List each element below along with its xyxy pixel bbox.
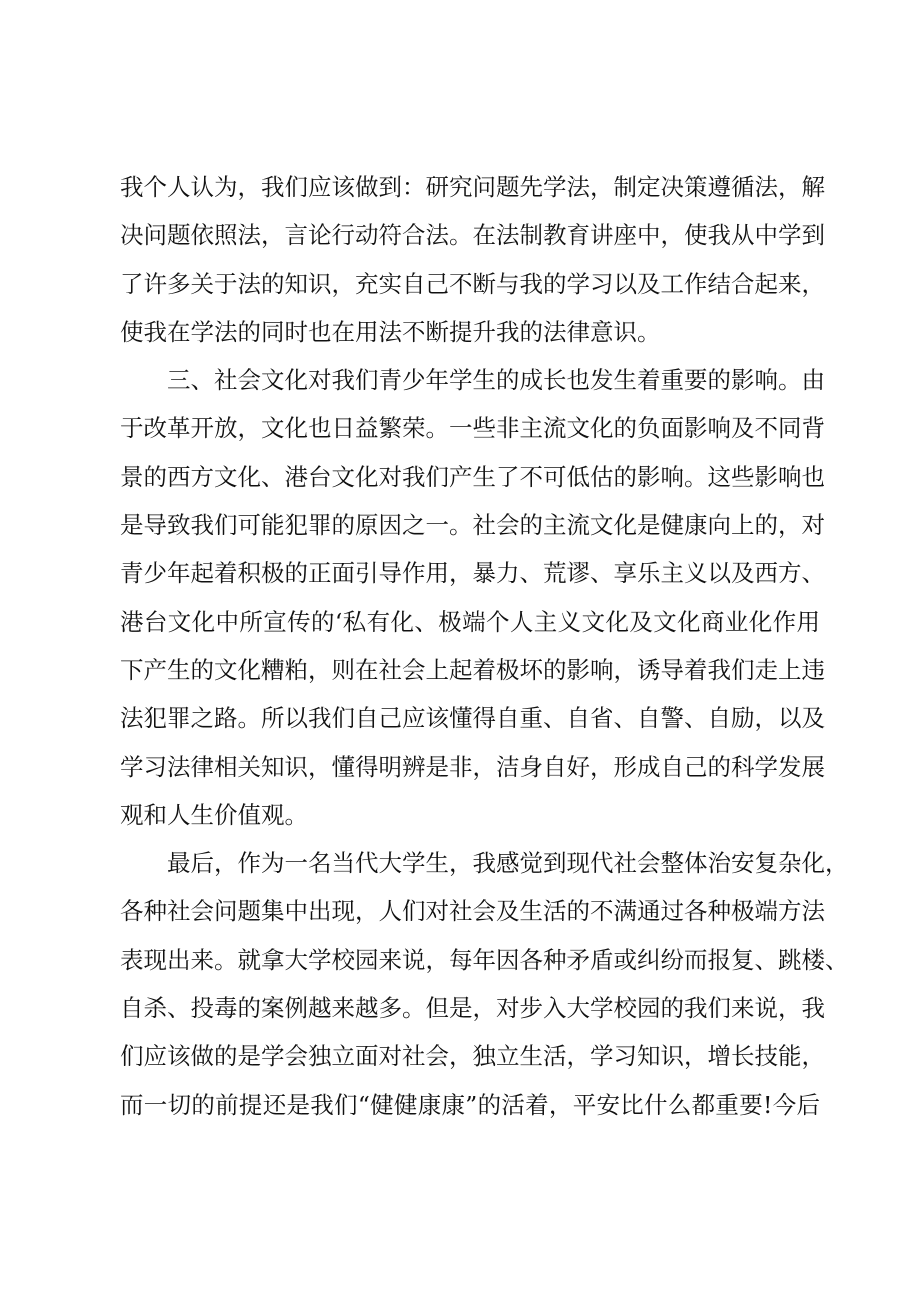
text-line: 青少年起着积极的正面引导作用，暴力、荒谬、享乐主义以及西方、	[120, 559, 825, 588]
text-line: 使我在学法的同时也在用法不断提升我的法律意识。	[120, 317, 661, 346]
text-line: 我个人认为，我们应该做到：研究问题先学法，制定决策遵循法，解	[120, 173, 825, 201]
text-line: 表现出来。就拿大学校园来说，每年因各种矛盾或纠纷而报复、跳楼、	[120, 945, 849, 974]
text-line: 而一切的前提还是我们“健健康康”的活着，平安比什么都重要!今后	[120, 1090, 820, 1119]
text-line: 自杀、投毒的案例越来越多。但是，对步入大学校园的我们来说，我	[120, 994, 825, 1023]
text-line: 最后，作为一名当代大学生，我感觉到现代社会整体治安复杂化，	[167, 849, 849, 878]
paragraph-1	[120, 163, 825, 356]
text-line: 们应该做的是学会独立面对社会，独立生活，学习知识，增长技能，	[120, 1042, 825, 1071]
text-line: 决问题依照法，言论行动符合法。在法制教育讲座中，使我从中学到	[120, 221, 825, 250]
text-line: 港台文化中所宣传的‘私有化、极端个人主义文化及文化商业化作用	[120, 607, 820, 636]
text-line: 是导致我们可能犯罪的原因之一。社会的主流文化是健康向上的，对	[120, 511, 825, 540]
text-line: 景的西方文化、港台文化对我们产生了不可低估的影响。这些影响也	[120, 462, 825, 491]
text-line: 各种社会问题集中出现，人们对社会及生活的不满通过各种极端方法	[120, 897, 825, 926]
text-line: 学习法律相关知识，懂得明辨是非，洁身自好，形成自己的科学发展	[120, 752, 825, 781]
paragraph-2	[120, 356, 825, 839]
text-line: 三、社会文化对我们青少年学生的成长也发生着重要的影响。由	[167, 366, 825, 395]
text-line: 于改革开放，文化也日益繁荣。一些非主流文化的负面影响及不同背	[120, 414, 825, 443]
paragraph-3	[120, 839, 849, 1129]
text-line: 观和人生价值观。	[120, 800, 308, 829]
text-line: 法犯罪之路。所以我们自己应该懂得自重、自省、自警、自励，以及	[120, 704, 825, 733]
text-line: 了许多关于法的知识，充实自己不断与我的学习以及工作结合起来，	[120, 269, 825, 298]
document-body	[120, 163, 849, 1129]
text-line: 下产生的文化糟粕，则在社会上起着极坏的影响，诱导着我们走上违	[120, 655, 825, 684]
